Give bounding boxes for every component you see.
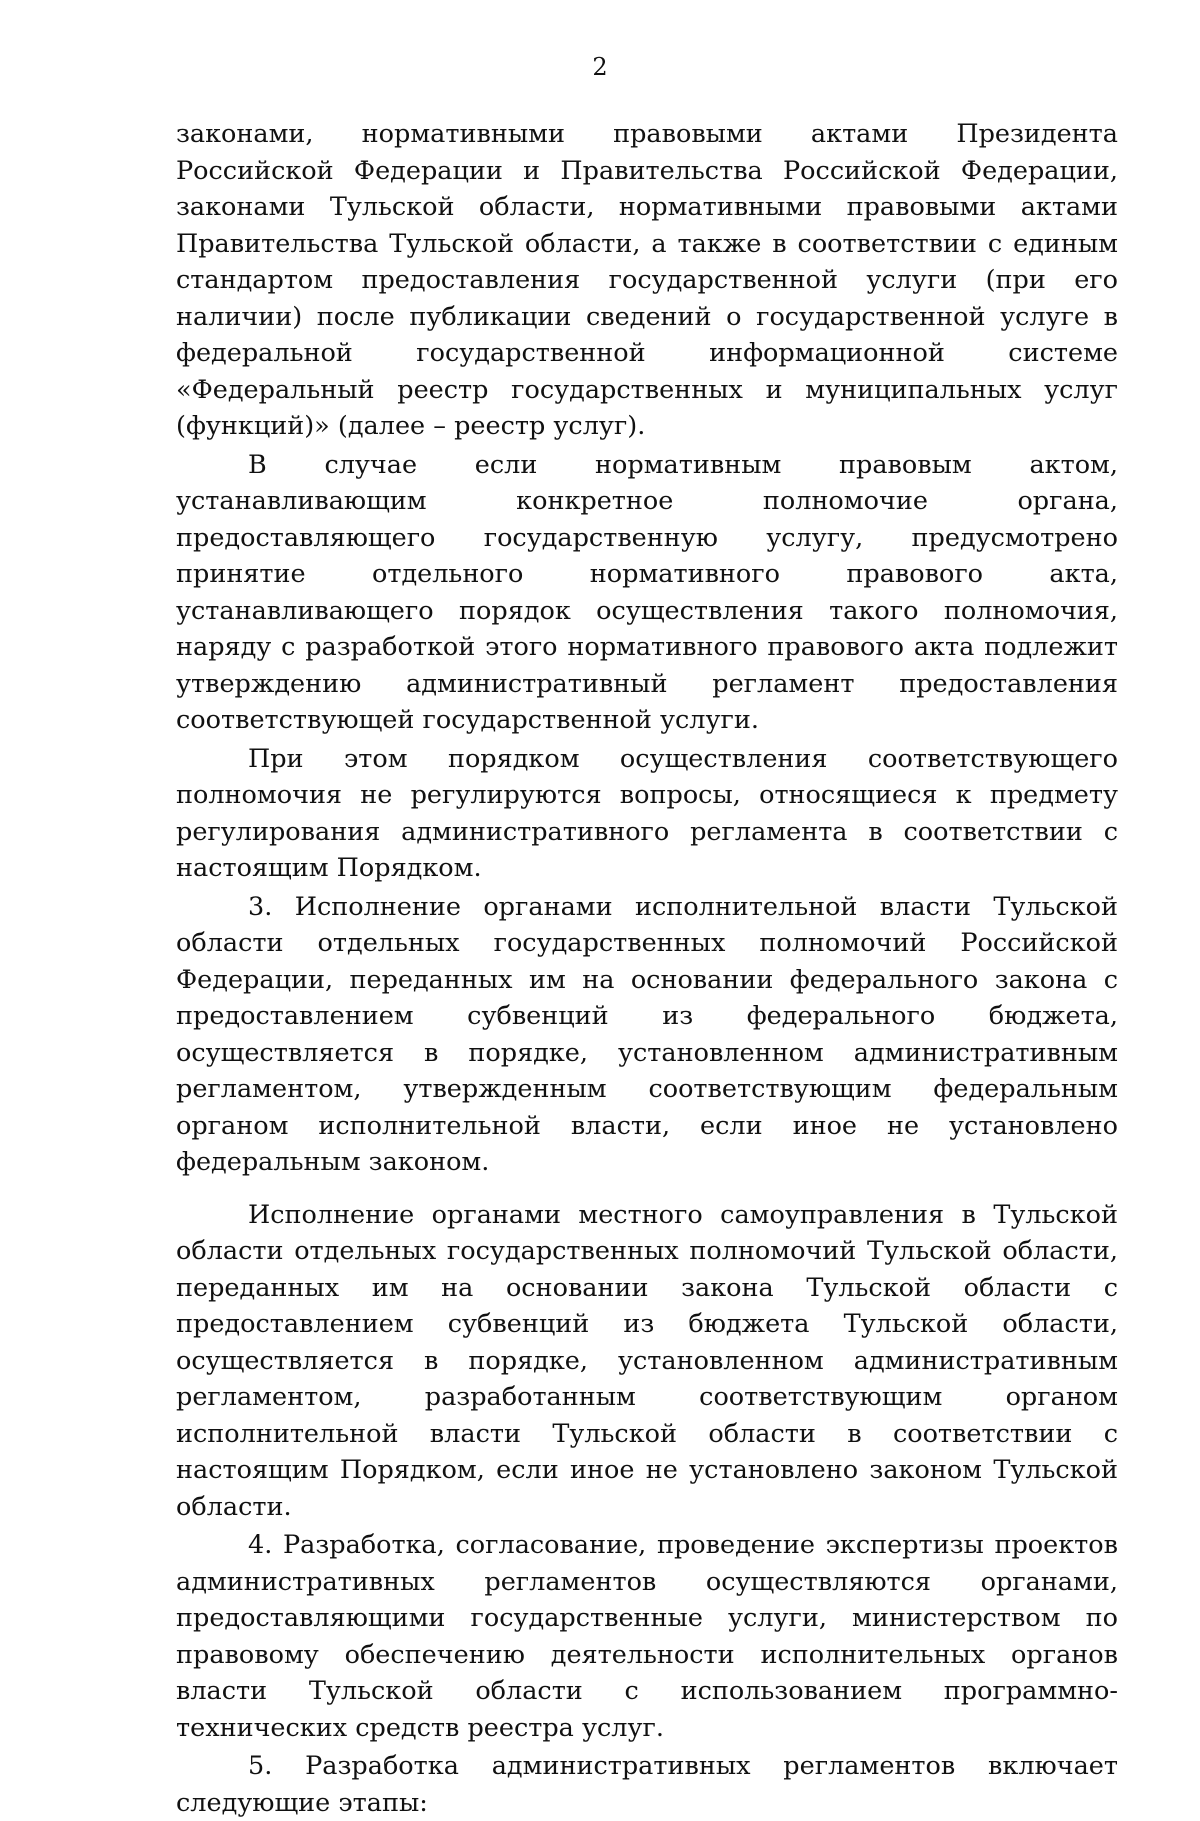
document-body xyxy=(176,116,1118,1821)
page-number: 2 xyxy=(592,53,608,81)
paragraph-procedure-scope: При этом порядком осуществления соответствующего полномочия не регулируются вопросы, относящиеся к предмету регулирования административного регламента в соответствии с настоящим Порядком. xyxy=(176,743,1118,883)
paragraph-item-5: 5. Разработка административных регламентов включает следующие этапы: xyxy=(176,1751,1118,1818)
paragraph-regulation-case: В случае если нормативным правовым актом, устанавливающим конкретное полномочие органа, предоставляющего государственную услугу, предусмотрено принятие отдельного нормативного правового акта, устанавливающего порядок осуществления такого полномочия, наряду с разработкой этого нормативного правового акта подлежит утверждению административный регламент предоставления соответствующей государственной услуги. xyxy=(176,449,1118,735)
paragraph-item-4: 4. Разработка, согласование, проведение экспертизы проектов административных регламентов осуществляются органами, предоставляющими государственные услуги, министерством по правовому обеспечению деятельности исполнительных органов власти Тульской области с использованием программно-технических средств реестра услуг. xyxy=(176,1530,1118,1743)
paragraph-continuation: законами, нормативными правовыми актами Президента Российской Федерации и Правительства Российской Федерации, законами Тульской области, нормативными правовыми актами Правительства Тульской области, а также в соответствии с единым стандартом предоставления государственной услуги (при его наличии) после публикации сведений о государственной услуге в федеральной государственной информационной системе «Федеральный реестр государственных и муниципальных услуг (функций)» (далее – реестр услуг). xyxy=(176,119,1118,441)
paragraph-item-3: 3. Исполнение органами исполнительной власти Тульской области отдельных государственных полномочий Российской Федерации, переданных им на основании федерального закона с предоставлением субвенций из федерального бюджета, осуществляется в порядке, установленном административным регламентом, утвержденным соответствующим федеральным органом исполнительной власти, если иное не установлено федеральным законом. xyxy=(176,891,1118,1177)
paragraph-local-government: Исполнение органами местного самоуправления в Тульской области отдельных государственных полномочий Тульской области, переданных им на основании закона Тульской области с предоставлением субвенций из бюджета Тульской области, осуществляется в порядке, установленном административным регламентом, разработанным соответствующим органом исполнительной власти Тульской области в соответствии с настоящим Порядком, если иное не установлено законом Тульской области. xyxy=(176,1199,1118,1522)
